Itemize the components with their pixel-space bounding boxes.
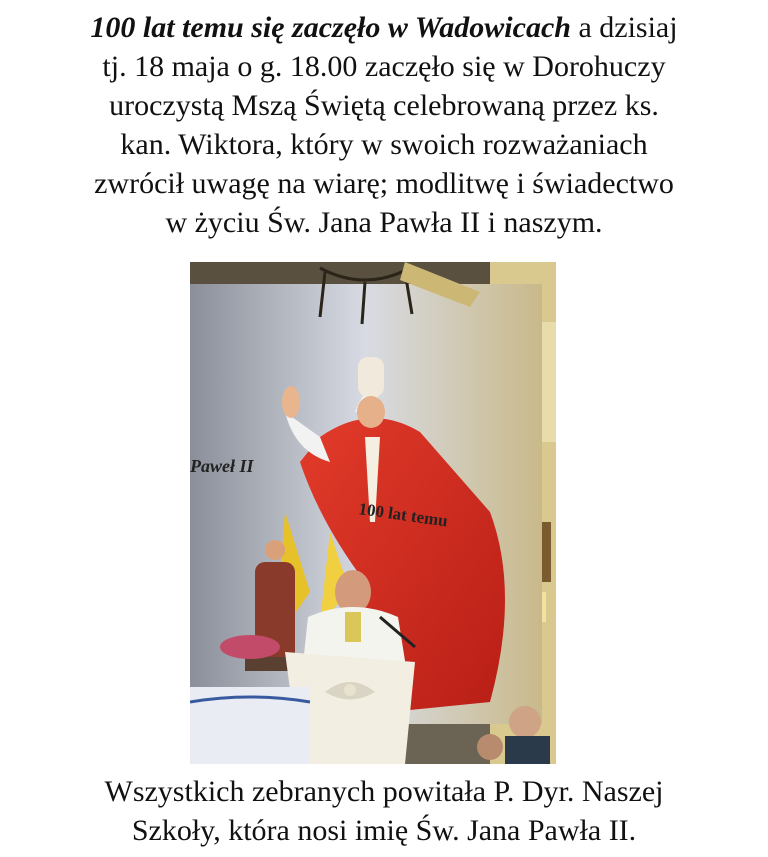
intro-paragraph — [0, 8, 768, 242]
intro-line-4: kan. Wiktora, który w swoich rozważaniach — [120, 128, 648, 161]
outro-paragraph — [0, 772, 768, 850]
banner-caption: 100 lat temu — [357, 499, 449, 531]
intro-line-5: zwrócił uwagę na wiarę; modlitwę i świadectwo — [94, 167, 674, 200]
flowers — [220, 635, 280, 659]
banner-name: Paweł II — [190, 456, 254, 476]
outro-line-2: Szkoły, która nosi imię Św. Jana Pawła II. — [131, 814, 637, 847]
intro-line-3: uroczystą Mszą Świętą celebrowaną przez ks. — [109, 89, 659, 122]
intro-lead: 100 lat temu się zaczęło w Wadowicach — [90, 11, 571, 44]
church-mass-photo — [190, 262, 556, 764]
intro-line-1-rest: a dzisiaj — [570, 11, 678, 44]
intro-line-1 — [0, 8, 768, 47]
person-head — [509, 706, 541, 738]
outro-line-1: Wszystkich zebranych powitała P. Dyr. Naszej — [104, 775, 664, 808]
intro-line-6: w życiu Św. Jana Pawła II i naszym. — [165, 206, 603, 239]
intro-line-2: tj. 18 maja o g. 18.00 zaczęło się w Dorohuczy — [102, 50, 666, 83]
photo-illustration — [190, 262, 556, 764]
